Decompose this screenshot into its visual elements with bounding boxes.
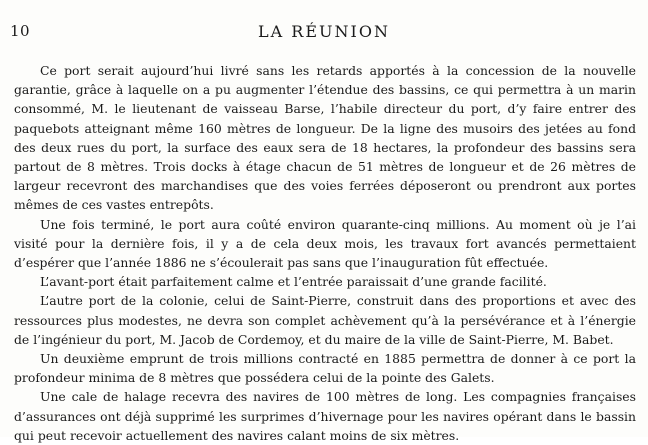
running-head-title: LA RÉUNION [258, 22, 390, 41]
paragraph-loan: Un deuxième emprunt de trois millions contracté en 1885 permettra de donner à ce port la profondeur minima de 8 mètres que possédera celui de la pointe des Galets. [14, 351, 636, 386]
paragraph-avant-port: L’avant-port était parfaitement calme et l’entrée paraissait d’une grande facilité. [40, 274, 547, 290]
paragraph-slipway: Une cale de halage recevra des navires de 100 mètres de long. Les compagnies françaises d’assurances ont déjà supprimé les surprimes d’hivernage pour les navires opérant dans le bassin qui peut recevoir actuellement des navires calant moins de six mètres. [14, 389, 636, 443]
paragraph-saint-pierre: L’autre port de la colonie, celui de Saint-Pierre, construit dans des proportions et avec des ressources plus modestes, ne devra son complet achèvement qu’à la persévérance et à l’énergie de l’ingénieur du port, M. Jacob de Cordemoy, et du maire de la ville de Saint-Pierre, M. Babet. [14, 293, 636, 347]
body-text [14, 61, 636, 445]
paragraph-port-description: Ce port serait aujourd’hui livré sans les retards apportés à la concession de la nouvelle garantie, grâce à laquelle on a pu augmenter l’étendue des bassins, ce qui permettra à un marin consommé, M. le lieutenant de vaisseau Barse, l’habile directeur du port, d’y faire entrer des paquebots atteignant même 160 mètres de longueur. De la ligne des musoirs des jetées au fond des deux rues du port, la surface des eaux sera de 18 hectares, la profondeur des bassins sera partout de 8 mètres. Trois docks à étage chacun de 51 mètres de longueur et de 26 mètres de largeur recevront des marchandises que des voies ferrées déposeront ou prendront aux portes mêmes de ces vastes entrepôts. [14, 63, 636, 213]
paragraph-port-cost: Une fois terminé, le port aura coûté environ quarante-cinq millions. Au moment où je l’ai visité pour la dernière fois, il y a de cela deux mois, les travaux fort avancés permettaient d’espérer que l’année 1886 ne s’écoulerait pas sans que l’inauguration fût effectuée. [14, 216, 636, 271]
page-number: 10 [10, 22, 31, 40]
